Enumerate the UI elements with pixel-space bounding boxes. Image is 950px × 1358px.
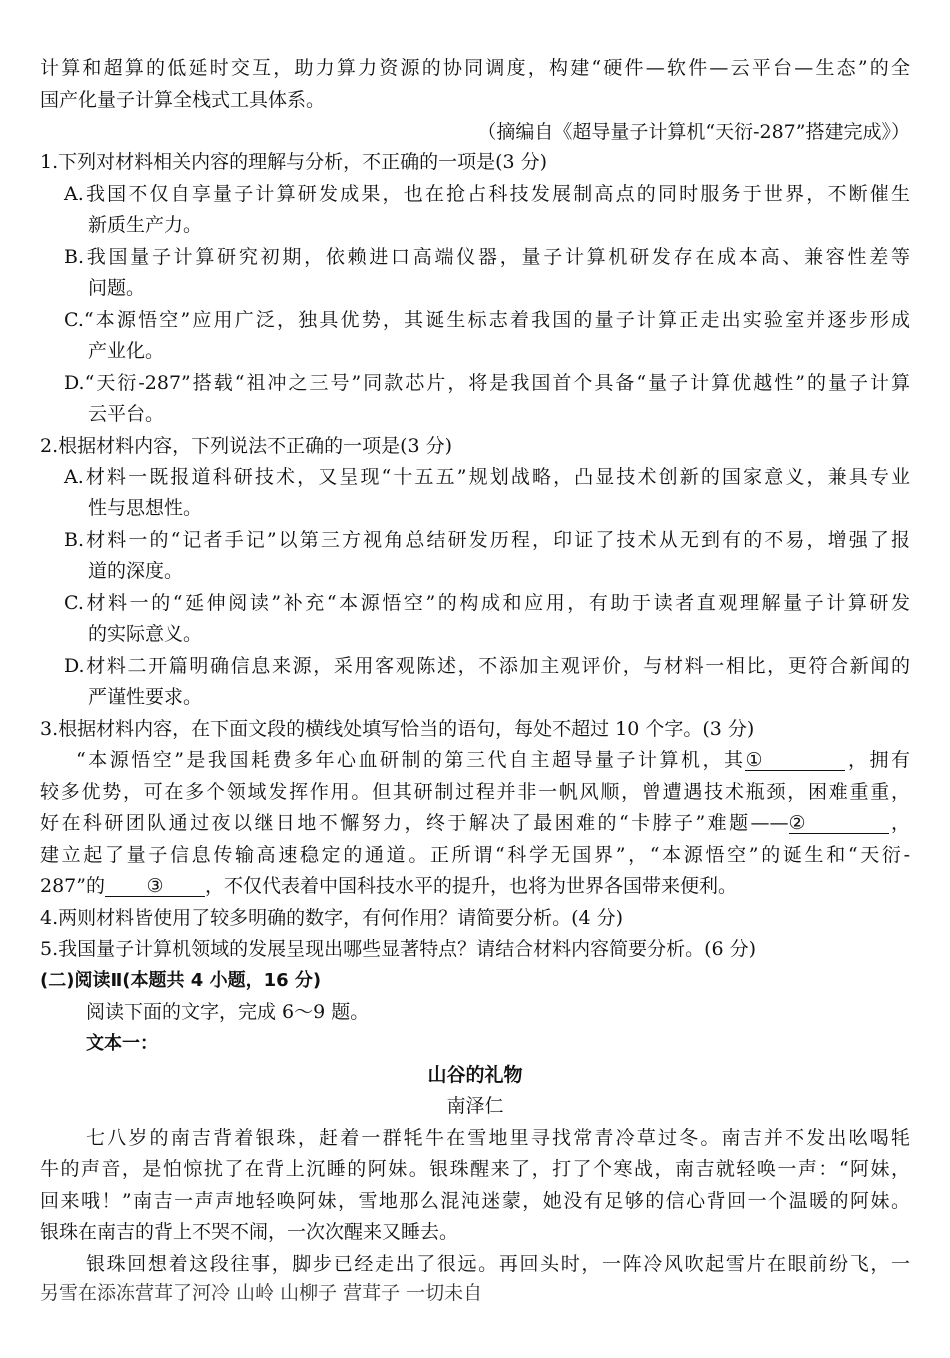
question-2-stem: 2.根据材料内容，下列说法不正确的一项是(3 分) [40, 435, 453, 457]
source-citation: （摘编自《超导量子计算机“天衍-287”搭建完成》） [477, 121, 910, 143]
q2-option-b-cont: 道的深度。 [88, 560, 184, 582]
q3-passage-line-5 [40, 874, 737, 898]
q3-text: ， [888, 812, 910, 834]
q3-passage-line-4: 建立起了量子信息传输高速稳定的通道。正所谓“科学无国界”，“本源悟空”的诞生和“天衍- [40, 844, 910, 866]
intro-line-2: 国产化量子计算全栈式工具体系。 [40, 89, 326, 111]
intro-line-1: 计算和超算的低延时交互，助力算力资源的协同调度，构建“硬件—软件—云平台—生态”的全 [40, 57, 910, 79]
q1-option-d: D.“天衍-287”搭载“祖冲之三号”同款芯片，将是我国首个具备“量子计算优越性”的量子计算 [64, 372, 910, 394]
article-para-1-line-1: 七八岁的南吉背着银珠，赶着一群牦牛在雪地里寻找常青冷草过冬。南吉并不发出吆喝牦 [86, 1127, 910, 1149]
q1-option-a-cont: 新质生产力。 [88, 214, 203, 236]
question-5-stem: 5.我国量子计算机领域的发展呈现出哪些显著特点？请结合材料内容简要分析。(6 分) [40, 938, 757, 960]
article-para-2-line-2-cutoff: 另雪在添冻营茸了河冷 山岭 山柳子 营茸子 一切未自 [40, 1282, 483, 1304]
q2-option-d-cont: 严谨性要求。 [88, 686, 203, 708]
article-para-2-line-1: 银珠回想着这段往事，脚步已经走出了很远。再回头时，一阵冷风吹起雪片在眼前纷飞，一 [86, 1253, 910, 1275]
q1-option-d-cont: 云平台。 [88, 403, 165, 425]
q3-text: ，不仅代表着中国科技水平的提升，也将为世界各国带来便利。 [204, 875, 737, 897]
q2-option-a-cont: 性与思想性。 [88, 497, 203, 519]
text-1-label: 文本一： [86, 1033, 158, 1054]
q3-text: 287”的 [40, 875, 105, 897]
question-4-stem: 4.两则材料皆使用了较多明确的数字，有何作用？请简要分析。(4 分) [40, 907, 624, 929]
q2-option-c: C.材料一的“延伸阅读”补充“本源悟空”的构成和应用，有助于读者直观理解量子计算研发 [64, 592, 910, 614]
q1-option-b-cont: 问题。 [88, 277, 146, 299]
section-2-instruction: 阅读下面的文字，完成 6～9 题。 [86, 1001, 370, 1023]
q3-text: ，拥有 [845, 749, 910, 771]
q3-text: 好在科研团队通过夜以继日地不懈努力，终于解决了最困难的“卡脖子”难题—— [40, 812, 789, 834]
section-2-heading: (二)阅读Ⅱ(本题共 4 小题，16 分) [40, 970, 322, 991]
q3-text: “本源悟空”是我国耗费多年心血研制的第三代自主超导量子计算机，其 [76, 749, 746, 771]
answer-blank-3[interactable]: ③ [105, 876, 205, 897]
q2-option-a: A.材料一既报道科研技术，又呈现“十五五”规划战略，凸显技术创新的国家意义，兼具专业 [64, 466, 910, 488]
q2-option-c-cont: 的实际意义。 [88, 623, 203, 645]
article-para-1-line-2: 牛的声音，是怕惊扰了在背上沉睡的阿妹。银珠醒来了，打了个寒战，南吉就轻唤一声：“阿妹， [40, 1158, 910, 1180]
q2-option-d: D.材料二开篇明确信息来源，采用客观陈述，不添加主观评价，与材料一相比，更符合新闻的 [64, 655, 910, 677]
q2-option-b: B.材料一的“记者手记”以第三方视角总结研发历程，印证了技术从无到有的不易，增强了报 [64, 529, 910, 551]
article-para-1-line-3: 回来哦！”南吉一声声地轻唤阿妹，雪地那么混沌迷蒙，她没有足够的信心背回一个温暖的阿妹。 [40, 1190, 910, 1212]
answer-blank-2[interactable]: ② [789, 813, 889, 834]
question-3-stem: 3.根据材料内容，在下面文段的横线处填写恰当的语句，每处不超过 10 个字。(3 分) [40, 718, 755, 740]
article-title: 山谷的礼物 [427, 1064, 523, 1086]
q3-passage-line-3 [40, 811, 910, 835]
q3-passage-line-2: 较多优势，可在多个领域发挥作用。但其研制过程并非一帆风顺，曾遭遇技术瓶颈，困难重重， [40, 781, 910, 803]
q1-option-c: C.“本源悟空”应用广泛，独具优势，其诞生标志着我国的量子计算正走出实验室并逐步形成 [64, 309, 910, 331]
q1-option-b: B.我国量子计算研究初期，依赖进口高端仪器，量子计算机研发存在成本高、兼容性差等 [64, 246, 910, 268]
q3-passage-line-1 [76, 748, 910, 772]
answer-blank-1[interactable]: ① [745, 750, 845, 771]
article-para-1-line-4: 银珠在南吉的背上不哭不闹，一次次醒来又睡去。 [40, 1221, 459, 1243]
q1-option-a: A.我国不仅自享量子计算研发成果，也在抢占科技发展制高点的同时服务于世界，不断催生 [64, 183, 910, 205]
q1-option-c-cont: 产业化。 [88, 340, 165, 362]
article-author: 南泽仁 [446, 1095, 504, 1117]
question-1-stem: 1.下列对材料相关内容的理解与分析，不正确的一项是(3 分) [40, 151, 548, 173]
